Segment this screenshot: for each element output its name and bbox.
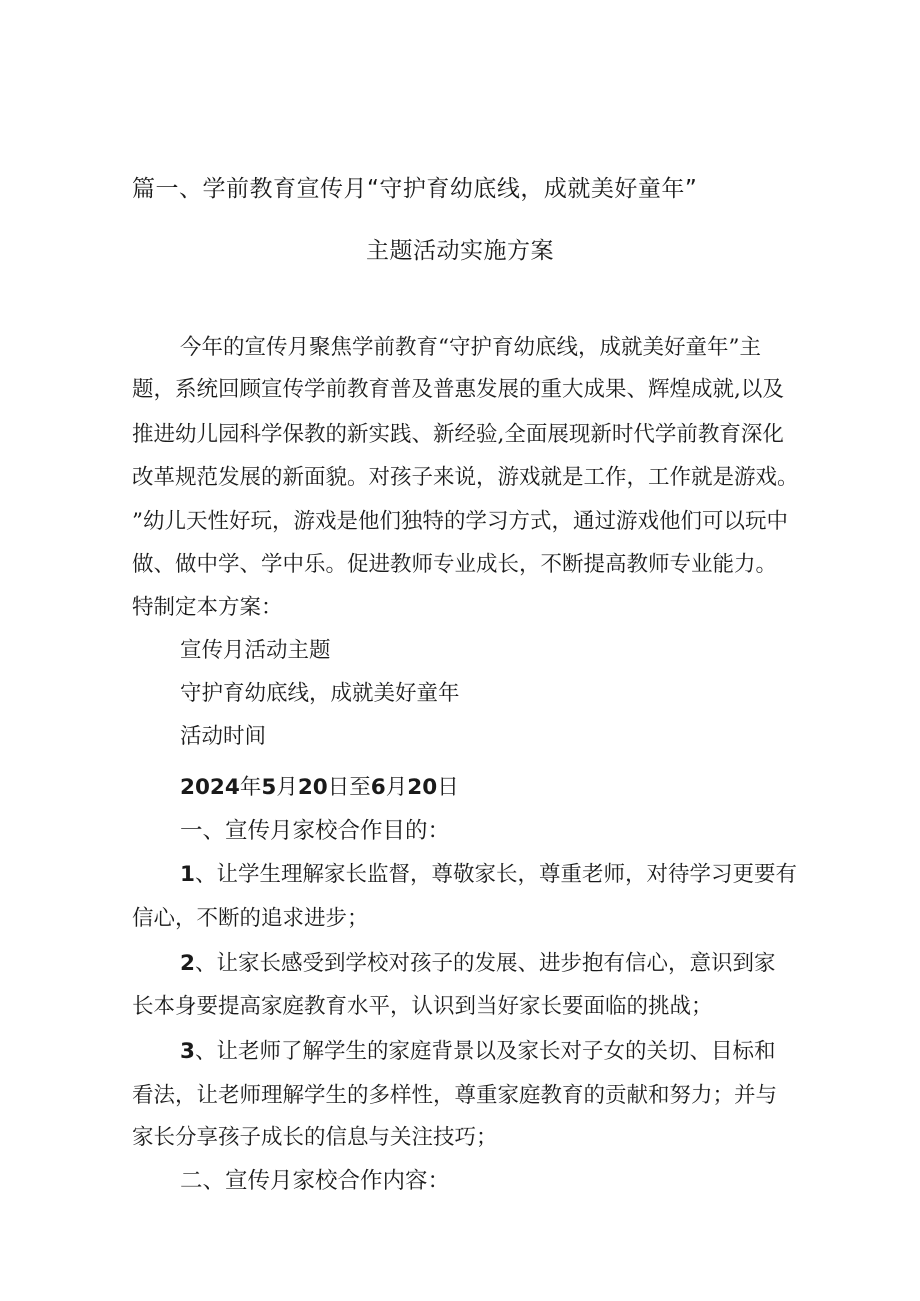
intro-line: 题，系统回顾宣传学前教育普及普惠发展的重大成果、辉煌成就,以及: [132, 377, 784, 402]
time-label: 活动时间: [180, 724, 267, 749]
month-unit: 月: [385, 775, 408, 800]
list-item-line: [180, 1041, 775, 1063]
month-unit: 月: [276, 775, 298, 800]
item-text: 、让家长感受到学校对孩子的发展、进步抱有信心，意识到家: [194, 951, 776, 976]
day-number: 20: [297, 775, 328, 800]
list-item-line: [180, 953, 775, 975]
day-unit: 日至: [327, 775, 371, 800]
list-item-line: 看法，让老师理解学生的多样性，尊重家庭教育的贡献和努力；并与: [132, 1083, 778, 1108]
list-item-line: 家长分享孩子成长的信息与关注技巧；: [132, 1125, 498, 1150]
intro-line: 特制定本方案：: [132, 595, 283, 620]
time-value: [180, 777, 459, 799]
document-title-line-1: 篇一、学前教育宣传月“守护育幼底线，成就美好童年”: [132, 176, 698, 202]
theme-label: 宣传月活动主题: [180, 638, 331, 663]
list-item-line: 信心，不断的追求进步；: [132, 906, 369, 931]
item-number: 2: [180, 951, 195, 976]
list-item-line: 长本身要提高家庭教育水平，认识到当好家长要面临的挑战；: [132, 994, 713, 1019]
item-number: 3: [180, 1039, 195, 1064]
month-number: 5: [261, 775, 277, 800]
year-number: 2024: [180, 775, 240, 800]
intro-line: ”幼儿天性好玩，游戏是他们独特的学习方式，通过游戏他们可以玩中: [132, 509, 788, 534]
intro-line: 做、做中学、学中乐。促进教师专业成长，不断提高教师专业能力。: [132, 552, 778, 577]
document-title-line-2: 主题活动实施方案: [366, 238, 554, 264]
day-unit: 日: [437, 775, 459, 800]
year-unit: 年: [239, 775, 262, 800]
day-number: 20: [407, 775, 438, 800]
theme-value: 守护育幼底线，成就美好童年: [180, 681, 460, 706]
item-number: 1: [180, 862, 195, 887]
item-text: 、让老师了解学生的家庭背景以及家长对子女的关切、目标和: [194, 1039, 776, 1064]
list-item-line: [180, 864, 797, 886]
item-text: 、让学生理解家长监督，尊敬家长，尊重老师，对待学习更要有: [194, 862, 797, 887]
section-heading: 二、宣传月家校合作内容：: [180, 1168, 451, 1194]
month-number: 6: [370, 775, 386, 800]
section-heading: 一、宣传月家校合作目的：: [180, 818, 451, 844]
intro-line: 改革规范发展的新面貌。对孩子来说，游戏就是工作，工作就是游戏。: [132, 465, 799, 490]
intro-line: 今年的宣传月聚焦学前教育“守护育幼底线，成就美好童年”主: [180, 335, 761, 360]
intro-line: 推进幼儿园科学保教的新实践、新经验,全面展现新时代学前教育深化: [132, 422, 784, 447]
